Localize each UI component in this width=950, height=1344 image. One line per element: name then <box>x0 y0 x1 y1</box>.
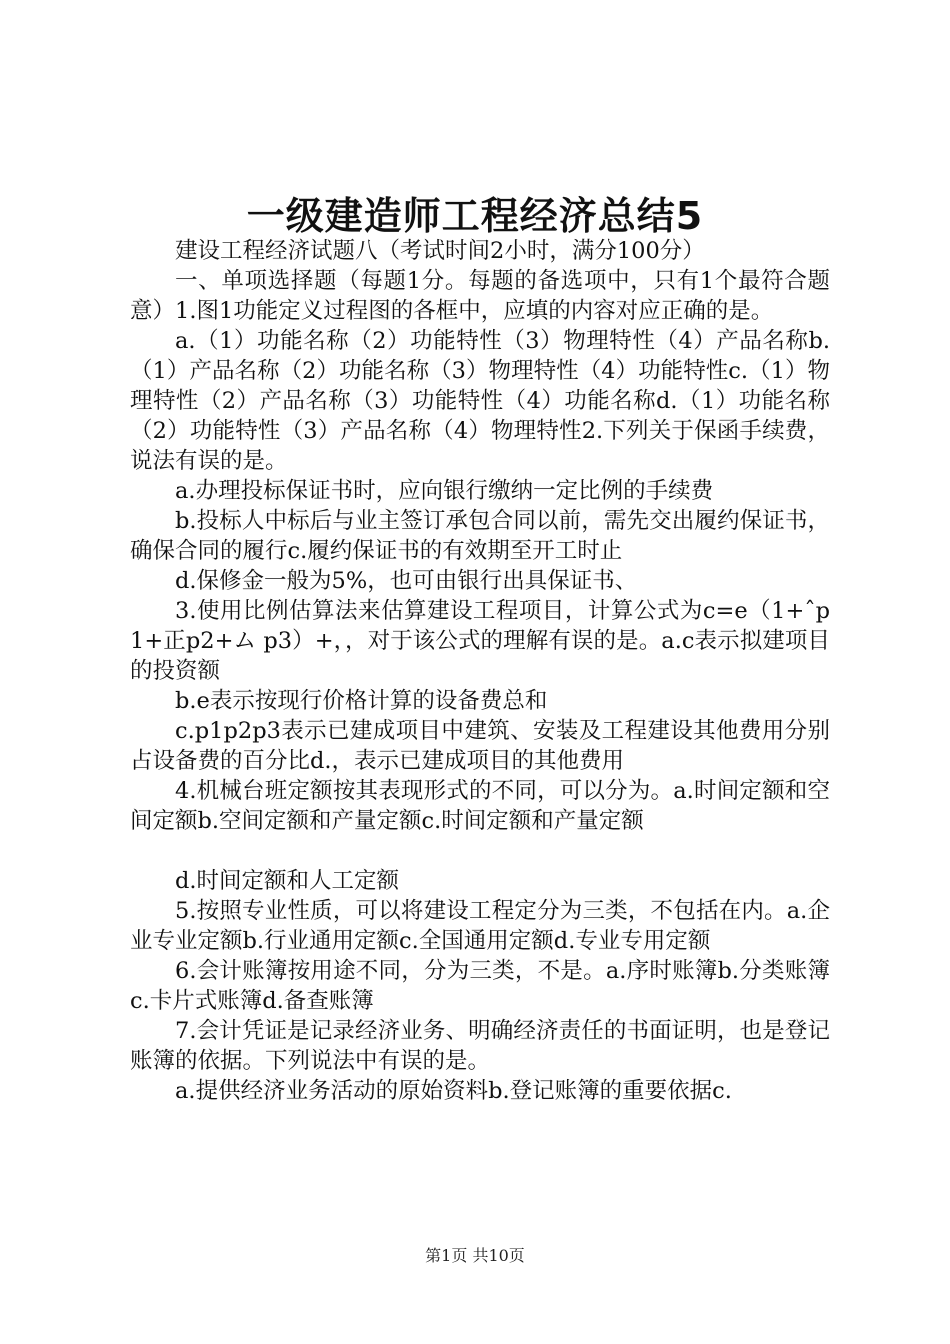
paragraph: 一、单项选择题（每题1分。每题的备选项中，只有1个最符合题意）1.图1功能定义过程图的各框中，应填的内容对应正确的是。 <box>130 268 830 324</box>
paragraph: b.e表示按现行价格计算的设备费总和 <box>175 688 548 714</box>
paragraph: a.（1）功能名称（2）功能特性（3）物理特性（4）产品名称b.（1）产品名称（2）功能名称（3）物理特性（4）功能特性c.（1）物理特性（2）产品名称（3）功能特性（4）功能名称d.（1）功能名称（2）功能特性（3）产品名称（4）物理特性2.下列关于保函手续费，说法有误的是。 <box>130 328 830 474</box>
page-footer: 第1页 共10页 <box>425 1246 525 1265</box>
paragraph: a.提供经济业务活动的原始资料b.登记账簿的重要依据c. <box>175 1078 732 1104</box>
paragraph: b.投标人中标后与业主签订承包合同以前，需先交出履约保证书，确保合同的履行c.履约保证书的有效期至开工时止 <box>130 508 830 564</box>
paragraph: 7.会计凭证是记录经济业务、明确经济责任的书面证明，也是登记账簿的依据。下列说法中有误的是。 <box>130 1018 830 1074</box>
document-body <box>130 236 830 1106</box>
paragraph: a.办理投标保证书时，应向银行缴纳一定比例的手续费 <box>175 478 714 504</box>
document-title: 一级建造师工程经济总结5 <box>246 194 704 238</box>
paragraph: 6.会计账簿按用途不同，分为三类，不是。a.序时账簿b.分类账簿c.卡片式账簿d.备查账簿 <box>130 958 830 1014</box>
paragraph: d.时间定额和人工定额 <box>175 868 400 894</box>
paragraph: 5.按照专业性质，可以将建设工程定分为三类，不包括在内。a.企业专业定额b.行业通用定额c.全国通用定额d.专业专用定额 <box>130 898 830 954</box>
paragraph: 3.使用比例估算法来估算建设工程项目，计算公式为c=e（1+ˆp1+正p2+ム p3）+，，对于该公式的理解有误的是。a.c表示拟建项目的投资额 <box>130 598 830 684</box>
paragraph-gap <box>130 836 830 866</box>
paragraph: 4.机械台班定额按其表现形式的不同，可以分为。a.时间定额和空间定额b.空间定额和产量定额c.时间定额和产量定额 <box>130 778 830 834</box>
paragraph: d.保修金一般为5%，也可由银行出具保证书、 <box>175 568 638 594</box>
paragraph: 建设工程经济试题八（考试时间2小时，满分100分） <box>175 238 705 264</box>
paragraph: c.p1p2p3表示已建成项目中建筑、安装及工程建设其他费用分别占设备费的百分比d.，表示已建成项目的其他费用 <box>130 718 830 774</box>
